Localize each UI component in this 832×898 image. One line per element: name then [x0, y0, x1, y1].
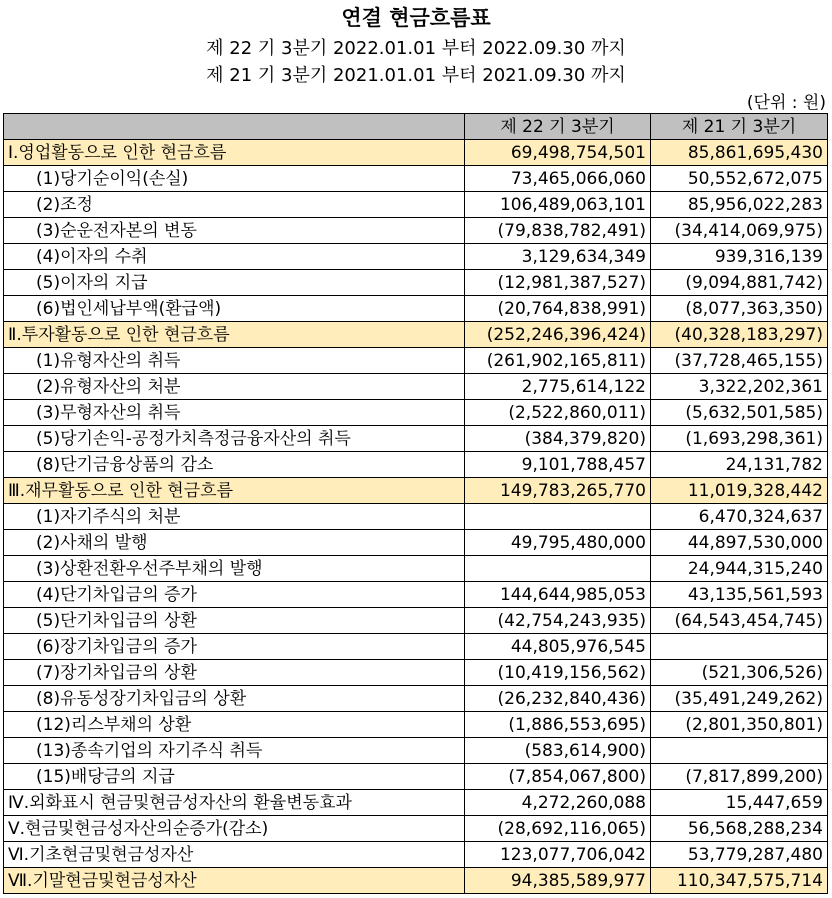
row-value-prior: (64,543,454,745): [651, 608, 828, 634]
header-prior: 제 21 기 3분기: [651, 114, 828, 140]
row-value-current: (7,854,067,800): [465, 764, 651, 790]
row-value-prior: 24,131,782: [651, 452, 828, 478]
row-label: (1)자기주식의 처분: [4, 504, 465, 530]
row-label: (3)순운전자본의 변동: [4, 218, 465, 244]
table-row: [4, 660, 828, 686]
row-value-current: 4,272,260,088: [465, 790, 651, 816]
period-current: 제 22 기 3분기 2022.01.01 부터 2022.09.30 까지: [206, 38, 626, 59]
row-value-prior: (2,801,350,801): [651, 712, 828, 738]
row-value-prior: (35,491,249,262): [651, 686, 828, 712]
row-value-current: (26,232,840,436): [465, 686, 651, 712]
row-label: Ⅳ.외화표시 현금및현금성자산의 환율변동효과: [4, 790, 465, 816]
row-value-prior: (7,817,899,200): [651, 764, 828, 790]
row-label: (5)당기손익-공정가치측정금융자산의 취득: [4, 426, 465, 452]
row-value-current: (10,419,156,562): [465, 660, 651, 686]
row-label: (4)이자의 수취: [4, 244, 465, 270]
table-row: [4, 738, 828, 764]
table-row: [4, 790, 828, 816]
row-value-current: 49,795,480,000: [465, 530, 651, 556]
table-row: [4, 166, 828, 192]
row-label: Ⅶ.기말현금및현금성자산: [4, 868, 465, 894]
table-row: [4, 400, 828, 426]
table-row: [4, 842, 828, 868]
row-label: (4)단기차입금의 증가: [4, 582, 465, 608]
row-value-current: (20,764,838,991): [465, 296, 651, 322]
row-value-current: (2,522,860,011): [465, 400, 651, 426]
row-label: (15)배당금의 지급: [4, 764, 465, 790]
row-value-prior: [651, 634, 828, 660]
row-value-current: (1,886,553,695): [465, 712, 651, 738]
row-value-prior: 15,447,659: [651, 790, 828, 816]
table-section-row: [4, 322, 828, 348]
table-row: [4, 244, 828, 270]
row-value-current: [465, 556, 651, 582]
table-row: [4, 764, 828, 790]
table-row: [4, 348, 828, 374]
row-value-prior: (34,414,069,975): [651, 218, 828, 244]
row-label: Ⅱ.투자활동으로 인한 현금흐름: [4, 322, 465, 348]
table-row: [4, 192, 828, 218]
row-value-prior: 56,568,288,234: [651, 816, 828, 842]
cash-flow-table: [3, 113, 828, 894]
row-value-current: (42,754,243,935): [465, 608, 651, 634]
row-label: Ⅴ.현금및현금성자산의순증가(감소): [4, 816, 465, 842]
report-header: [0, 0, 832, 112]
row-value-prior: 44,897,530,000: [651, 530, 828, 556]
row-label: (6)장기차입금의 증가: [4, 634, 465, 660]
row-value-current: (28,692,116,065): [465, 816, 651, 842]
table-row: [4, 504, 828, 530]
row-value-current: (384,379,820): [465, 426, 651, 452]
row-label: (1)유형자산의 취득: [4, 348, 465, 374]
row-value-prior: 24,944,315,240: [651, 556, 828, 582]
row-value-current: (583,614,900): [465, 738, 651, 764]
row-value-current: (252,246,396,424): [465, 322, 651, 348]
row-label: (5)단기차입금의 상환: [4, 608, 465, 634]
row-value-prior: 6,470,324,637: [651, 504, 828, 530]
table-row: [4, 270, 828, 296]
row-label: (1)당기순이익(손실): [4, 166, 465, 192]
table-row: [4, 426, 828, 452]
row-label: (13)종속기업의 자기주식 취득: [4, 738, 465, 764]
row-value-prior: (1,693,298,361): [651, 426, 828, 452]
row-label: (12)리스부채의 상환: [4, 712, 465, 738]
row-label: Ⅰ.영업활동으로 인한 현금흐름: [4, 140, 465, 166]
row-label: (7)장기차입금의 상환: [4, 660, 465, 686]
table-row: [4, 634, 828, 660]
row-value-prior: 53,779,287,480: [651, 842, 828, 868]
table-body: [4, 140, 828, 894]
row-label: (2)조정: [4, 192, 465, 218]
row-value-current: 9,101,788,457: [465, 452, 651, 478]
row-value-current: [465, 504, 651, 530]
table-row: [4, 686, 828, 712]
row-label: (6)법인세납부액(환급액): [4, 296, 465, 322]
row-value-prior: (8,077,363,350): [651, 296, 828, 322]
period-prior: 제 21 기 3분기 2021.01.01 부터 2021.09.30 까지: [206, 65, 626, 86]
table-header-row: [4, 114, 828, 140]
table-section-row: [4, 868, 828, 894]
row-value-current: 106,489,063,101: [465, 192, 651, 218]
table-row: [4, 452, 828, 478]
unit-label: (단위 : 원): [746, 93, 826, 113]
row-value-current: (79,838,782,491): [465, 218, 651, 244]
row-value-prior: (37,728,465,155): [651, 348, 828, 374]
table-row: [4, 296, 828, 322]
row-value-current: 149,783,265,770: [465, 478, 651, 504]
row-value-prior: 110,347,575,714: [651, 868, 828, 894]
table-row: [4, 582, 828, 608]
row-label: Ⅵ.기초현금및현금성자산: [4, 842, 465, 868]
table-row: [4, 530, 828, 556]
row-label: (5)이자의 지급: [4, 270, 465, 296]
row-value-current: 69,498,754,501: [465, 140, 651, 166]
header-blank: [4, 114, 465, 140]
row-value-prior: 43,135,561,593: [651, 582, 828, 608]
row-label: (8)유동성장기차입금의 상환: [4, 686, 465, 712]
row-label: (2)사채의 발행: [4, 530, 465, 556]
row-value-current: 3,129,634,349: [465, 244, 651, 270]
row-value-current: 44,805,976,545: [465, 634, 651, 660]
table-row: [4, 712, 828, 738]
row-value-prior: 50,552,672,075: [651, 166, 828, 192]
row-label: (3)상환전환우선주부채의 발행: [4, 556, 465, 582]
header-current: 제 22 기 3분기: [465, 114, 651, 140]
table-section-row: [4, 140, 828, 166]
row-value-prior: 939,316,139: [651, 244, 828, 270]
row-value-prior: 3,322,202,361: [651, 374, 828, 400]
table-row: [4, 218, 828, 244]
row-value-prior: 85,956,022,283: [651, 192, 828, 218]
row-value-current: 2,775,614,122: [465, 374, 651, 400]
row-label: (2)유형자산의 처분: [4, 374, 465, 400]
row-value-current: 144,644,985,053: [465, 582, 651, 608]
row-value-current: 94,385,589,977: [465, 868, 651, 894]
row-label: Ⅲ.재무활동으로 인한 현금흐름: [4, 478, 465, 504]
row-value-current: 123,077,706,042: [465, 842, 651, 868]
table-row: [4, 608, 828, 634]
row-value-prior: [651, 738, 828, 764]
row-label: (8)단기금융상품의 감소: [4, 452, 465, 478]
row-value-prior: (5,632,501,585): [651, 400, 828, 426]
table-row: [4, 556, 828, 582]
row-value-prior: (40,328,183,297): [651, 322, 828, 348]
row-value-prior: (9,094,881,742): [651, 270, 828, 296]
row-value-current: (12,981,387,527): [465, 270, 651, 296]
row-value-current: (261,902,165,811): [465, 348, 651, 374]
row-value-prior: 11,019,328,442: [651, 478, 828, 504]
table-row: [4, 374, 828, 400]
row-value-prior: 85,861,695,430: [651, 140, 828, 166]
table-row: [4, 816, 828, 842]
row-value-prior: (521,306,526): [651, 660, 828, 686]
report-title: 연결 현금흐름표: [341, 6, 491, 30]
row-value-current: 73,465,066,060: [465, 166, 651, 192]
row-label: (3)무형자산의 취득: [4, 400, 465, 426]
table-section-row: [4, 478, 828, 504]
